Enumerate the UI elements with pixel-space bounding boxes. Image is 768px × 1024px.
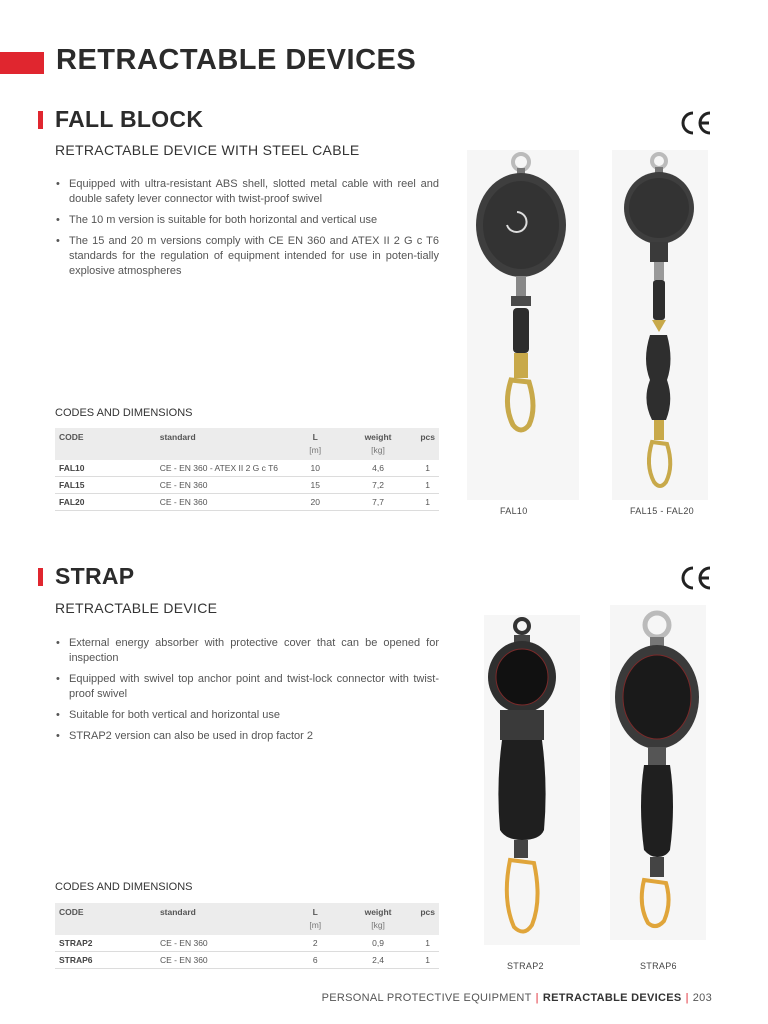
feature-item: • The 15 and 20 m versions comply with CE EN 360 and ATEX II 2 G c T6 standards for the regulation of equipment intended for use in poten-tially explosive atmospheres <box>55 234 439 279</box>
fall-block-title: FALL BLOCK <box>55 106 204 132</box>
table-row <box>55 460 439 477</box>
col-header-code: CODE <box>55 903 156 919</box>
feature-item: • The 10 m version is suitable for both horizontal and vertical use <box>55 213 439 228</box>
col-header-standard: standard <box>156 903 291 919</box>
feature-item: • STRAP2 version can also be used in drop factor 2 <box>55 729 439 744</box>
footer-separator: | <box>535 992 539 1004</box>
fal15-device-illustration <box>612 150 708 500</box>
strap6-product-image <box>610 605 706 940</box>
cell-length: 10 <box>291 460 340 477</box>
page-footer <box>322 992 712 1004</box>
fal15-fal20-product-image <box>612 150 708 500</box>
table-row <box>55 952 439 969</box>
cell-length: 20 <box>291 494 340 511</box>
cell-length: 15 <box>291 477 340 494</box>
strap-codes-title: CODES AND DIMENSIONS <box>55 881 193 893</box>
cell-code: FAL10 <box>55 460 156 477</box>
cell-code: STRAP6 <box>55 952 156 969</box>
table-row <box>55 935 439 952</box>
cell-length: 2 <box>291 935 340 952</box>
cell-weight: 7,7 <box>340 494 417 511</box>
col-header-weight: weight <box>340 903 417 919</box>
col-header-weight: weight <box>340 428 417 444</box>
cell-code: STRAP2 <box>55 935 156 952</box>
cell-standard: CE - EN 360 <box>156 952 291 969</box>
strap-subtitle: RETRACTABLE DEVICE <box>55 600 218 616</box>
fall-block-section-marker <box>38 111 43 129</box>
fall-block-codes-title: CODES AND DIMENSIONS <box>55 407 193 419</box>
feature-item: • Equipped with swivel top anchor point and twist-lock connector with twist-proof swivel <box>55 672 439 702</box>
fall-block-subtitle: RETRACTABLE DEVICE WITH STEEL CABLE <box>55 142 360 158</box>
strap2-device-illustration <box>484 615 580 945</box>
cell-weight: 2,4 <box>340 952 417 969</box>
page-title: RETRACTABLE DEVICES <box>56 44 417 76</box>
fall-block-dimensions-table <box>55 428 439 511</box>
caption-fal15-fal20: FAL15 - FAL20 <box>630 506 694 516</box>
strap6-device-illustration <box>610 605 706 940</box>
cell-pcs: 1 <box>416 460 439 477</box>
fal10-device-illustration <box>467 150 579 500</box>
unit-weight: [kg] <box>340 919 417 935</box>
feature-item: • External energy absorber with protective cover that can be opened for inspection <box>55 636 439 666</box>
strap-title: STRAP <box>55 563 135 589</box>
ce-mark-icon <box>678 110 714 136</box>
fal10-product-image <box>467 150 579 500</box>
cell-standard: CE - EN 360 - ATEX II 2 G c T6 <box>156 460 291 477</box>
unit-length: [m] <box>291 919 340 935</box>
caption-strap6: STRAP6 <box>640 961 677 971</box>
cell-weight: 4,6 <box>340 460 417 477</box>
ce-mark-icon <box>678 565 714 591</box>
strap-features <box>55 636 439 750</box>
unit-length: [m] <box>291 444 340 460</box>
col-header-code: CODE <box>55 428 156 444</box>
cell-code: FAL15 <box>55 477 156 494</box>
col-header-length: L <box>291 903 340 919</box>
caption-fal10: FAL10 <box>500 506 528 516</box>
cell-pcs: 1 <box>416 952 439 969</box>
cell-weight: 0,9 <box>340 935 417 952</box>
title-accent-bar <box>0 52 44 74</box>
col-header-pcs: pcs <box>416 903 439 919</box>
cell-code: FAL20 <box>55 494 156 511</box>
table-row <box>55 477 439 494</box>
unit-weight: [kg] <box>340 444 417 460</box>
footer-section: RETRACTABLE DEVICES <box>542 992 682 1004</box>
strap-section-marker <box>38 568 43 586</box>
feature-item: • Equipped with ultra-resistant ABS shell, slotted metal cable with reel and double safety lever connector with twist-proof swivel <box>55 177 439 207</box>
cell-pcs: 1 <box>416 477 439 494</box>
cell-standard: CE - EN 360 <box>156 477 291 494</box>
cell-weight: 7,2 <box>340 477 417 494</box>
feature-item: • Suitable for both vertical and horizontal use <box>55 708 439 723</box>
strap2-product-image <box>484 615 580 945</box>
col-header-pcs: pcs <box>416 428 439 444</box>
cell-length: 6 <box>291 952 340 969</box>
page-number: 203 <box>692 992 712 1004</box>
fall-block-features <box>55 177 439 285</box>
caption-strap2: STRAP2 <box>507 961 544 971</box>
strap-dimensions-table <box>55 903 439 969</box>
cell-pcs: 1 <box>416 935 439 952</box>
cell-standard: CE - EN 360 <box>156 935 291 952</box>
footer-category: PERSONAL PROTECTIVE EQUIPMENT <box>321 992 532 1004</box>
col-header-standard: standard <box>156 428 291 444</box>
footer-separator: | <box>685 992 689 1004</box>
cell-pcs: 1 <box>416 494 439 511</box>
cell-standard: CE - EN 360 <box>156 494 291 511</box>
col-header-length: L <box>291 428 340 444</box>
table-row <box>55 494 439 511</box>
